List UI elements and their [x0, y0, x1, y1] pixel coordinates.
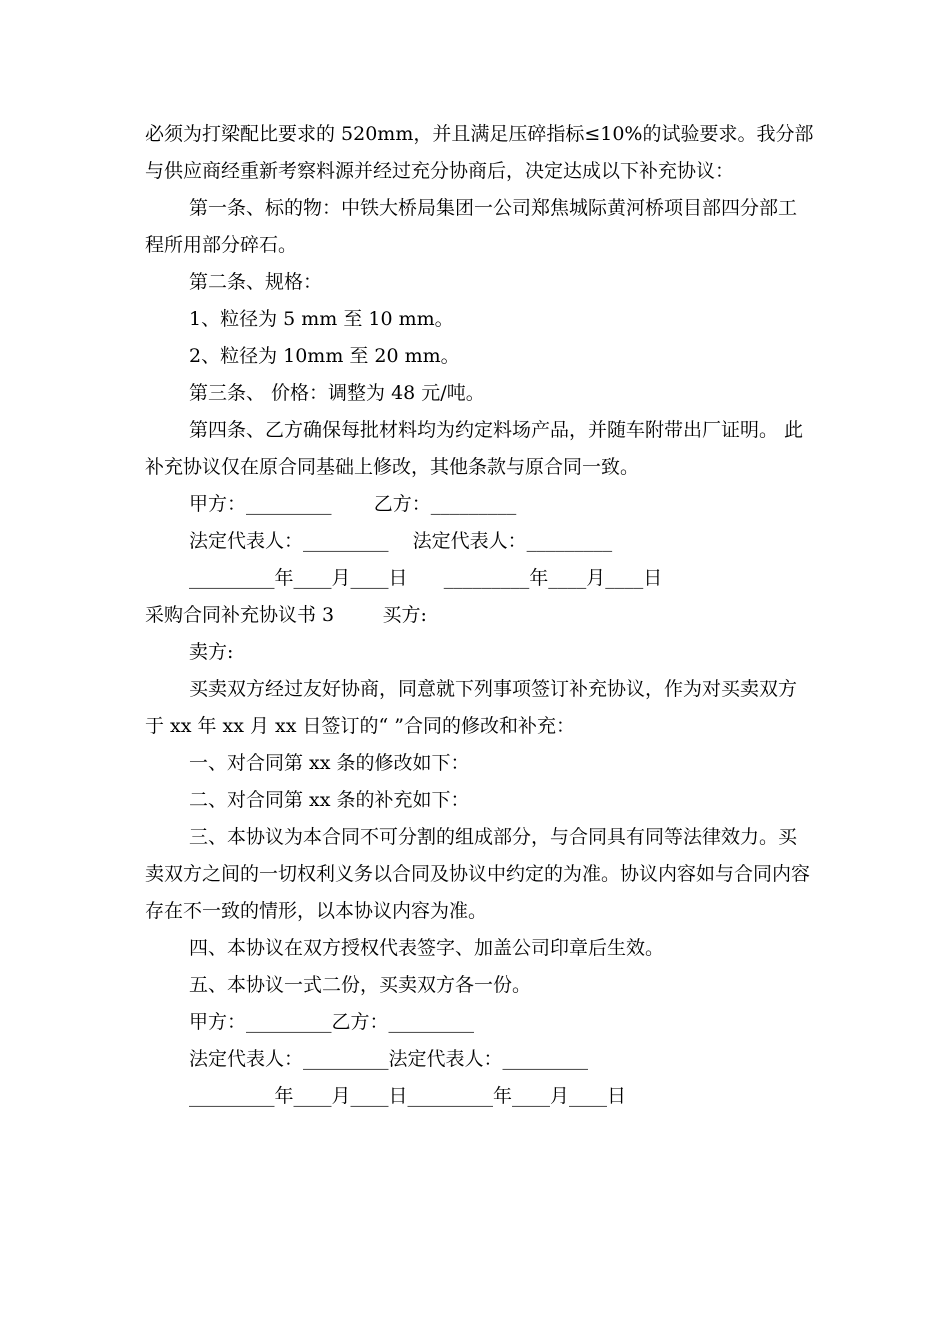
paragraph-clause-1: 一、对合同第 xx 条的修改如下： [189, 752, 470, 774]
signature-parties-line: 甲方：_________ 乙方：_________ [189, 493, 517, 515]
section-title-contract-3: 采购合同补充协议书 3 买方: [145, 604, 427, 626]
paragraph-article-4: 第四条、乙方确保每批材料均为约定料场产品，并随车附带出厂证明。 此补充协议仅在原合同基础上修改，其他条款与原合同一致。 [145, 419, 804, 478]
paragraph-agreement-intro: 买卖双方经过友好协商，同意就下列事项签订补充协议，作为对买卖双方于 xx 年 xx 月 xx 日签订的“ ”合同的修改和补充： [145, 678, 798, 737]
paragraph-article-2: 第二条、规格： [189, 271, 323, 293]
paragraph-clause-3: 三、本协议为本合同不可分割的组成部分，与合同具有同等法律效力。买卖双方之间的一切权利义务以合同及协议中约定的为准。协议内容如与合同内容存在不一致的情形，以本协议内容为准。 [145, 826, 811, 922]
paragraph-article-1: 第一条、标的物：中铁大桥局集团一公司郑焦城际黄河桥项目部四分部工程所用部分碎石。 [145, 197, 798, 256]
document-body [145, 116, 815, 1115]
paragraph-intro-continuation: 必须为打梁配比要求的 520mm，并且满足压碎指标≤10%的试验要求。我分部与供应商经重新考察料源并经过充分协商后，决定达成以下补充协议： [145, 123, 814, 182]
seller-line: 卖方: [189, 641, 234, 663]
signature-date-line: _________年____月____日 _________年____月____日 [189, 567, 663, 589]
signature-representatives-line-2: 法定代表人：_________法定代表人：_________ [189, 1048, 589, 1070]
paragraph-clause-4: 四、本协议在双方授权代表签字、加盖公司印章后生效。 [189, 937, 665, 959]
signature-representatives-line: 法定代表人：_________ 法定代表人：_________ [189, 530, 613, 552]
paragraph-clause-2: 二、对合同第 xx 条的补充如下： [189, 789, 470, 811]
paragraph-article-3: 第三条、 价格：调整为 48 元/吨。 [189, 382, 485, 404]
paragraph-clause-5: 五、本协议一式二份，买卖双方各一份。 [189, 974, 532, 996]
signature-parties-line-2: 甲方：_________乙方：_________ [189, 1011, 475, 1033]
signature-date-line-2: _________年____月____日_________年____月____日 [189, 1085, 627, 1107]
paragraph-spec-1: 1、粒径为 5 mm 至 10 mm。 [189, 308, 454, 330]
paragraph-spec-2: 2、粒径为 10mm 至 20 mm。 [189, 345, 460, 367]
